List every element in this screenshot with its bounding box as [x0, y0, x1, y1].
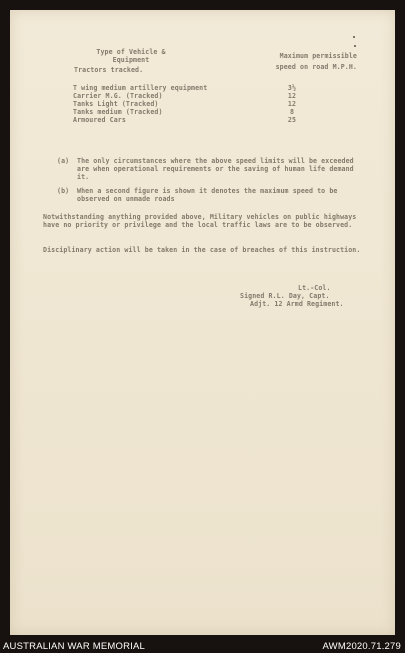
vehicle-name: Tanks Light (Tracked)	[73, 100, 159, 108]
vehicle-speed: 12	[287, 100, 297, 108]
pin-hole-1	[353, 36, 355, 38]
signature-initials: Lt.-Col.	[298, 284, 331, 292]
first-item-tractors: Tractors tracked.	[74, 66, 144, 74]
note-b-label: (b)	[57, 187, 70, 195]
vehicle-speed: 25	[287, 116, 297, 124]
vehicle-speed: 12	[287, 92, 297, 100]
header-vehicle-type: Type of Vehicle &	[96, 48, 166, 56]
pin-hole-2	[354, 45, 356, 47]
header-speed-unit: speed on road M.P.H.	[275, 63, 357, 71]
paragraph-traffic-laws: Notwithstanding anything provided above, Military vehicles on public highways have no priority or privilege and the local traffic laws are to be observed.	[43, 213, 357, 229]
vehicle-name: Carrier M.G. (Tracked)	[73, 92, 163, 100]
note-a-label: (a)	[57, 157, 70, 165]
header-equipment: Equipment	[112, 56, 150, 64]
vehicle-name: T wing medium artillery equipment	[73, 84, 208, 92]
footer-institution: AUSTRALIAN WAR MEMORIAL	[3, 641, 146, 652]
signature-title: Adjt. 12 Armd Regiment.	[250, 300, 344, 308]
vehicle-name: Tanks medium (Tracked)	[73, 108, 163, 116]
note-b-text: When a second figure is shown it denotes the maximum speed to be observed on unmade roads	[77, 187, 338, 203]
note-a-text: The only circumstances where the above speed limits will be exceeded are when operational requirements or the saving of human life demand it.	[77, 157, 354, 181]
document-page	[10, 10, 395, 635]
footer-accession-number: AWM2020.71.279	[322, 641, 401, 652]
vehicle-speed: 3½	[287, 84, 297, 92]
paragraph-disciplinary: Disciplinary action will be taken in the case of breaches of this instruction.	[43, 246, 361, 254]
signature-name: Signed R.L. Day, Capt.	[240, 292, 330, 300]
vehicle-name: Armoured Cars	[73, 116, 126, 124]
vehicle-speed: 8	[289, 108, 295, 116]
header-max-speed: Maximum permissible	[279, 52, 357, 60]
